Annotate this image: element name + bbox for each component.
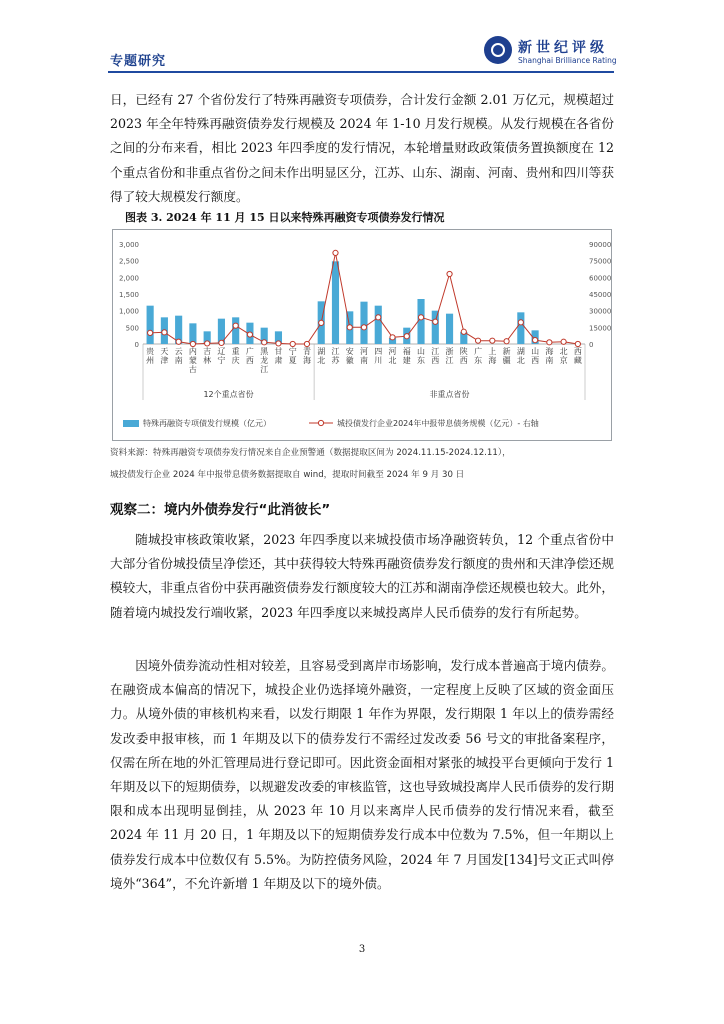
category-label: 新 [502,347,511,356]
category-label: 北 [317,356,326,365]
bar-浙江 [446,314,453,344]
category-label: 北 [388,356,397,365]
category-label: 河 [388,347,397,356]
category-label: 上 [488,347,497,356]
line-point-安徽 [347,325,352,330]
category-label: 南 [174,356,183,365]
category-label: 州 [146,356,155,365]
bar-湖北 [517,312,524,344]
line-point-上海 [490,338,495,343]
line-point-江西 [433,319,438,324]
line-point-陕西 [461,329,466,334]
company-logo [484,36,624,70]
category-label: 黑 [260,347,269,356]
category-label: 古 [188,365,197,374]
line-point-江苏 [333,250,338,255]
header-divider [108,71,614,73]
right-axis-tick-label: 0 [589,341,594,349]
legend-line-label: 城投债发行企业2024年中报带息债务规模（亿元）- 右轴 [337,419,539,428]
category-label: 林 [203,356,212,365]
section-heading: 观察二：境内外债券发行“此消彼长” [110,502,331,518]
line-point-河南 [361,325,366,330]
bar-line-chart [113,230,611,440]
line-point-湖北 [319,320,324,325]
paragraph-1: 日，已经有 27 个省份发行了特殊再融资专项债券，合计发行金额 2.01 万亿元，规模超过 2023 年全年特殊再融资债券发行规模及 2024 年 1-10 月发行规模。从发行规模在各省份之间的分布来看，相比 2023 年四季度的发行情况，本轮增量财政政策债务置换额度在 12 个重点省份和非重点省份之间未作出明显区分，江苏、山东、湖南、河南、贵州和四川等获得了较大规模发行额度。 [110,92,614,204]
category-label: 江 [260,365,269,374]
logo-english-name: Shanghai Brilliance Rating [518,56,617,65]
category-label: 甘 [274,347,283,356]
category-label: 山 [531,347,540,356]
line-point-辽宁 [219,340,224,345]
category-label: 津 [160,356,169,365]
category-label: 南 [360,356,368,365]
line-point-浙江 [447,271,452,276]
category-label: 江 [445,356,454,365]
line-point-海南 [547,340,552,345]
category-label: 云 [174,347,183,356]
left-axis-tick-label: 500 [125,324,139,333]
category-label: 肃 [274,356,283,365]
line-point-山西 [532,338,537,343]
line-point-贵州 [148,330,153,335]
category-label: 江 [431,347,440,356]
right-axis-tick-label: 45000 [589,291,611,299]
category-label: 辽 [217,347,226,356]
bar-重庆 [232,317,239,344]
category-label: 南 [545,356,554,365]
bar-内蒙古 [189,323,196,344]
category-label: 西 [431,356,440,365]
line-point-云南 [176,339,181,344]
category-label: 山 [417,347,426,356]
category-label: 江 [331,347,340,356]
logo-emblem-icon [484,36,512,64]
category-label: 京 [559,356,568,365]
category-label: 建 [402,356,411,365]
bar-河南 [360,302,367,344]
category-label: 夏 [288,356,297,365]
page-number: 3 [358,944,366,955]
line-point-宁夏 [290,341,295,346]
category-label: 川 [374,356,383,365]
category-label: 河 [360,347,368,356]
category-label: 湖 [516,347,525,356]
category-label: 北 [516,356,525,365]
left-axis-tick-label: 1,500 [118,291,139,299]
category-label: 天 [160,347,169,356]
category-label: 浙 [445,347,454,356]
category-label: 徽 [345,356,354,365]
category-label: 西 [459,356,468,365]
category-label: 海 [545,347,554,356]
line-point-山东 [418,315,423,320]
bar-山东 [417,299,424,344]
figure-caption: 图表 3. 2024 年 11 月 15 日以来特殊再融资专项债券发行情况 [125,211,445,224]
left-axis-tick-label: 0 [134,341,139,349]
category-label: 苏 [331,356,340,365]
line-point-广东 [475,338,480,343]
category-label: 蒙 [188,356,197,365]
category-label: 庆 [231,356,240,365]
line-point-甘肃 [276,341,281,346]
left-axis-tick-label: 2,500 [118,257,139,266]
category-label: 海 [302,356,311,365]
left-axis-tick-label: 3,000 [118,241,139,249]
category-label: 重 [231,347,240,356]
line-point-黑龙江 [262,340,267,345]
category-label: 吉 [203,347,212,356]
line-point-北京 [561,339,566,344]
chart-container [112,229,612,441]
category-label: 广 [474,347,483,356]
category-label: 龙 [260,356,269,365]
bar-江苏 [332,261,339,344]
group-label: 非重点省份 [429,390,470,399]
category-label: 青 [302,347,311,356]
line-point-西藏 [575,341,580,346]
category-label: 西 [245,356,254,365]
category-label: 西 [573,347,582,356]
category-label: 福 [402,347,411,356]
category-label: 藏 [573,356,582,365]
category-label: 安 [345,347,354,356]
paragraph-3: 因境外债券流动性相对较差，且容易受到离岸市场影响，发行成本普遍高于境内债券。在融资成本偏高的情况下，城投企业仍选择境外融资，一定程度上反映了区域的资金面压力。从境外债的审核机构来看，以发行期限 1 年作为界限，发行期限 1 年以上的债券需经发改委申报审核，而 1 年期及以下的债券发行不需经过发改委 56 号文的审批备案程序，仅需在所在地的外汇管理局进行登记即可。因此资金面相对紧张的城投平台更倾向于发行 1 年期及以下的短期债券，以规避发改委的审核监管，这也导致城投离岸人民币债券的发行期限和成本出现明显倒挂，从 2023 年 10 月以来离岸人民币债券的发行情况来看，截至 2024 年 11 月 20 日，1 年期及以下的短期债券发行成本中位数为 7.5%，但一年期以上债券发行成本中位数仅有 5.5%。为防控债务风险，2024 年 7 月国发[134]号文正式叫停境外“364”，不允许新增 1 年期及以下的境外债。 [110,658,614,891]
category-label: 东 [417,356,426,365]
line-point-河北 [390,335,395,340]
category-label: 东 [474,356,483,365]
right-axis-tick-label: 15000 [589,324,611,333]
source-note-1: 资料来源：特殊再融资专项债券发行情况来自企业预警通（数据提取区间为 2024.11.15-2024.12.11）， [110,448,511,458]
line-point-天津 [162,330,167,335]
category-label: 宁 [217,356,226,365]
category-label: 北 [559,347,568,356]
legend-bar-swatch [123,420,139,427]
logo-chinese-name: 新世纪评级 [518,40,608,56]
legend-line-marker [318,420,323,425]
category-label: 宁 [288,347,297,356]
line-point-四川 [376,315,381,320]
paragraph-2: 随城投审核政策收紧，2023 年四季度以来城投债市场净融资转负，12 个重点省份中大部分省份城投债呈净偿还，其中获得较大特殊再融资债券发行额度的贵州和天津净偿还规模较大，非重点省份中获再融资债券发行额度较大的江苏和湖南净偿还规模也较大。此外，随着境内城投发行端收紧，2023 年四季度以来城投离岸人民币债券的发行有所起势。 [110,532,614,620]
right-axis-tick-label: 60000 [589,274,611,283]
bar-江西 [432,311,439,344]
right-axis-tick-label: 90000 [589,241,611,249]
category-label: 湖 [317,347,326,356]
line-point-新疆 [504,339,509,344]
bar-四川 [375,306,382,344]
category-label: 四 [374,347,383,356]
bar-贵州 [147,306,154,344]
category-label: 疆 [502,356,511,365]
category-label: 贵 [146,347,155,356]
section-title: 专题研究 [110,54,167,69]
right-axis-tick-label: 75000 [589,257,611,266]
legend-bar-label: 特殊再融资专项债发行规模（亿元） [143,419,271,428]
line-point-吉林 [205,341,210,346]
left-axis-tick-label: 1,000 [118,307,139,316]
line-point-青海 [304,341,309,346]
source-note-2: 城投债发行企业 2024 年中报带息债务数据提取自 wind，提取时间截至 2024 年 9 月 30 日 [110,470,465,480]
line-point-福建 [404,334,409,339]
left-axis-tick-label: 2,000 [118,274,139,283]
category-label: 西 [531,356,540,365]
category-label: 内 [188,347,197,356]
category-label: 陕 [459,347,468,356]
group-label: 12个重点省份 [203,390,254,399]
line-point-内蒙古 [190,341,195,346]
line-point-重庆 [233,323,238,328]
category-label: 广 [245,347,254,356]
right-axis-tick-label: 30000 [589,307,611,316]
category-label: 海 [488,356,497,365]
line-point-湖北 [518,320,523,325]
line-point-广西 [247,332,252,337]
